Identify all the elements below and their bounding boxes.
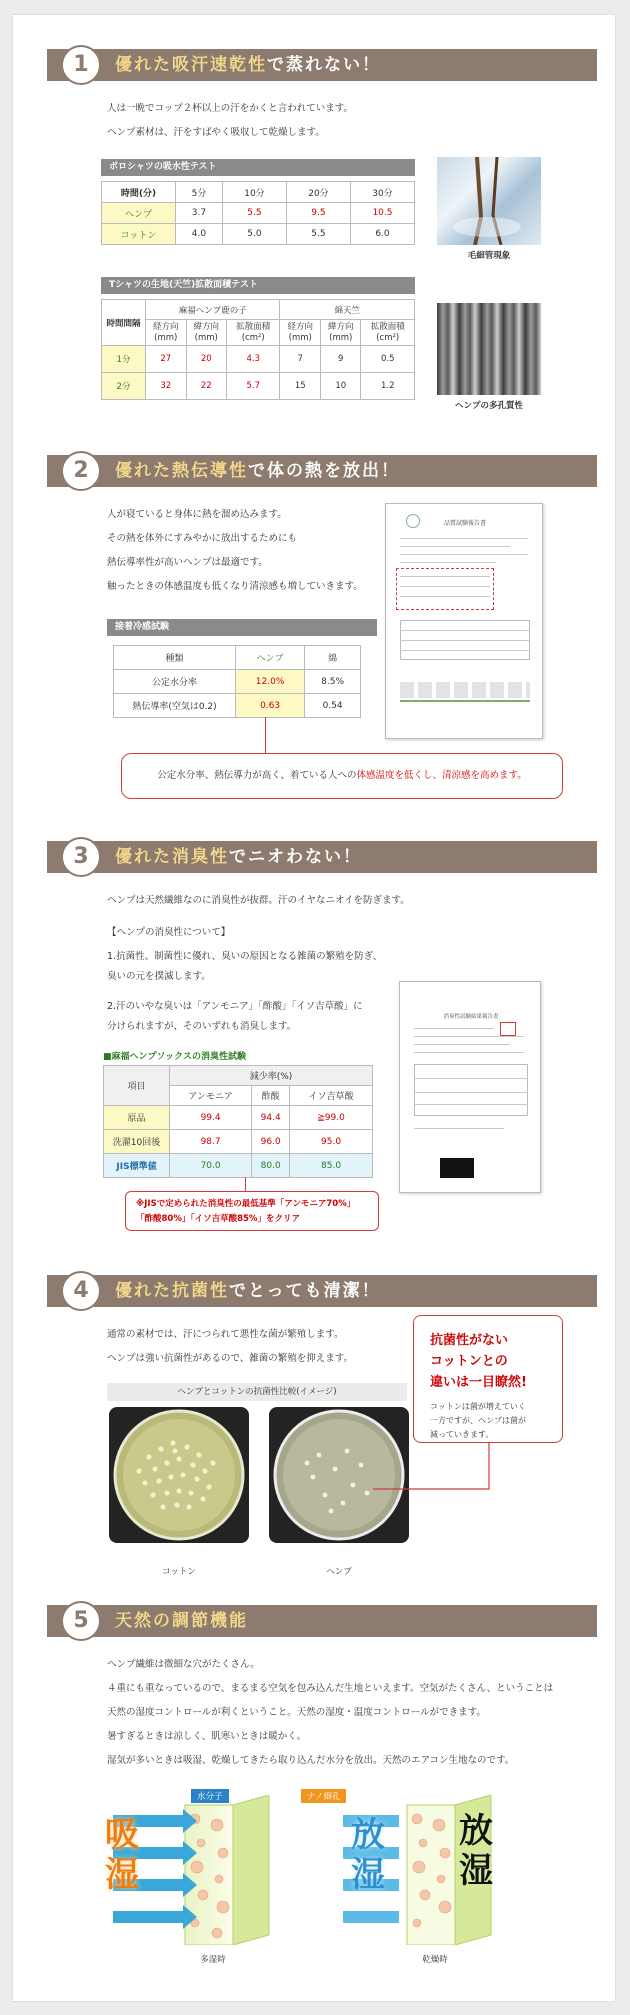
s4-line-1: 通常の素材では、汗につられて悪性な菌が繁殖します。 — [107, 1329, 344, 1340]
table-row: 公定水分率 12.0% 8.5% — [114, 670, 361, 694]
s2-line: その熱を体外にすみやかに放出するためにも — [107, 533, 298, 544]
s1-intro-1: 人は一晩でコップ２杯以上の汗をかくと言われています。 — [107, 103, 354, 114]
table-row: 原品 99.4 94.4 ≧99.0 — [104, 1106, 373, 1130]
polo-test-table — [101, 181, 415, 245]
polo-test-title: ポロシャツの吸水性テスト — [101, 159, 415, 176]
s3-intro: ヘンプは天然繊維なのに消臭性が抜群。汗のイヤなニオイを防ぎます。 — [107, 895, 410, 906]
water-molecule-label: 水分子 — [191, 1789, 229, 1803]
porous-caption: ヘンプの多孔質性 — [454, 401, 523, 411]
cooling-test-table: 種類 ヘンプ 綿 公定水分率 12.0% 8.5% 熱伝導率(空気は0.2) 0.63 0.54 — [113, 645, 361, 718]
s4-line-2: ヘンプは強い抗菌性があるので、雑菌の繁殖を抑えます。 — [107, 1353, 354, 1364]
s5-line: 天然の湿度コントロールが利くということ。天然の湿度・温度コントロールができます。 — [107, 1707, 486, 1718]
col-header: 30分 — [350, 182, 414, 203]
capillary-photo — [437, 157, 541, 245]
dry-caption: 乾燥時 — [422, 1955, 448, 1965]
section-title: 優れた消臭性でニオわない！ — [115, 847, 362, 867]
section-number: 2 — [61, 451, 101, 491]
col-header: 時間(分) — [102, 182, 176, 203]
section-title: 優れた熱伝導性で体の熱を放出！ — [115, 461, 400, 481]
section-number: 5 — [61, 1601, 101, 1641]
section-5-header — [47, 1605, 597, 1637]
s5-line: 暑すぎるときは涼しく、肌寒いときは暖かく。 — [107, 1731, 307, 1742]
cotton-caption: コットン — [162, 1567, 196, 1577]
row-label: ヘンプ — [102, 203, 176, 224]
antibacterial-compare-title: ヘンプとコットンの抗菌性比較(イメージ) — [107, 1383, 407, 1401]
col-header: 20分 — [286, 182, 350, 203]
moisture-note: 公定水分率、熱伝導力が高く、着ている人への体感温度を低くし、清涼感を高めます。 — [121, 753, 563, 799]
section-1-header — [47, 49, 597, 81]
s2-line: 触ったときの体感温度も低くなり清涼感も増していきます。 — [107, 581, 363, 592]
s3-p2b: 分けられますが、そのいずれも消臭します。 — [107, 1021, 297, 1032]
s3-p1b: 臭いの元を撲滅します。 — [107, 971, 211, 982]
section-title: 天然の調節機能 — [115, 1611, 248, 1631]
s5-line: 湿気が多いときは吸湿、乾燥してきたら取り込んだ水分を放出。天然のエアコン生地なのです。 — [107, 1755, 515, 1766]
document-title: 品質試験報告書 — [443, 520, 486, 527]
table-row: ヘンプ 3.7 5.5 9.5 10.5 — [102, 203, 415, 224]
table-row: 洗濯10回後 98.7 96.0 95.0 — [104, 1130, 373, 1154]
row-label: コットン — [102, 224, 176, 245]
hemp-caption: ヘンプ — [326, 1567, 352, 1577]
cotton-petri-photo — [109, 1407, 249, 1543]
section-4-header — [47, 1275, 597, 1307]
col-header: 10分 — [222, 182, 286, 203]
col-header: 5分 — [176, 182, 223, 203]
tshirt-test-title: Tシャツの生地(天竺)拡散面積テスト — [101, 277, 415, 294]
nano-pore-label: ナノ細孔 — [301, 1789, 346, 1803]
table-row: JIS標準値 70.0 80.0 85.0 — [104, 1154, 373, 1178]
section-number: 4 — [61, 1271, 101, 1311]
cooling-test-title: 接着冷感試験 — [107, 619, 377, 636]
table-row: 熱伝導率(空気は0.2) 0.63 0.54 — [114, 694, 361, 718]
callout-connector — [363, 1443, 503, 1495]
table-row: 1分 27 20 4.3 7 9 0.5 — [102, 346, 415, 373]
deodorant-test-title: ■麻福ヘンプソックスの消臭性試験 — [103, 1052, 246, 1062]
capillary-caption: 毛細管現象 — [467, 251, 511, 261]
section-title: 優れた吸汗速乾性で蒸れない！ — [115, 55, 381, 75]
s1-intro-2: ヘンプ素材は、汗をすばやく吸収して乾燥します。 — [107, 127, 325, 138]
note-connector — [245, 1177, 246, 1191]
thermal-report-document — [385, 503, 543, 739]
document-title: 消臭性試験結果報告書 — [443, 1014, 499, 1020]
section-number: 3 — [61, 837, 101, 877]
section-title: 優れた抗菌性でとっても清潔！ — [115, 1281, 381, 1301]
release-label-black: 放 湿 — [459, 1811, 493, 1891]
table-row: コットン 4.0 5.0 5.5 6.0 — [102, 224, 415, 245]
deodorant-report-document — [399, 981, 541, 1193]
s2-line: 人が寝ていると身体に熱を溜め込みます。 — [107, 509, 287, 520]
s3-about: 【ヘンプの消臭性について】 — [107, 927, 231, 938]
section-2-header — [47, 455, 597, 487]
s2-line: 熱伝導率性が高いヘンプは最適です。 — [107, 557, 268, 568]
s3-p1a: 1.抗菌性、制菌性に優れ、臭いの原因となる雑菌の繁殖を防ぎ、 — [107, 951, 383, 962]
section-number: 1 — [61, 45, 101, 85]
porous-photo — [437, 303, 541, 395]
absorb-label: 吸 湿 — [105, 1815, 139, 1895]
table-row: 2分 32 22 5.7 15 10 1.2 — [102, 373, 415, 400]
release-label-blue: 放 湿 — [351, 1815, 385, 1895]
s5-line: ４重にも重なっているので、まるまる空気を包み込んだ生地といえます。空気がたくさん、ということは — [107, 1683, 554, 1694]
tshirt-test-table: 時間間隔 麻福ヘンプ鹿の子 綿天竺 経方向 (mm) 緯方向 (mm) 拡散面積 (cm²) 経方向 (mm) 緯方向 (mm) 拡散面積 (cm²) 1分 27 20 4.3 7 9 0.5 2分 32 22 5.7 15 10 1.2 — [101, 299, 415, 400]
s5-line: ヘンプ繊維は微細な穴がたくさん。 — [107, 1659, 260, 1670]
antibacterial-callout: 抗菌性がない コットンとの 違いは一目瞭然! コットンは菌が増えていく 一方ですが、ヘンプは菌が 減っていきます。 — [413, 1315, 563, 1443]
section-3-header — [47, 841, 597, 873]
note-connector — [265, 717, 266, 755]
deodorant-test-table: 項目 減少率(%) アンモニア 酢酸 イソ吉草酸 原品 99.4 94.4 ≧99.0 洗濯10回後 98.7 96.0 95.0 JIS標準値 70.0 80.0 85.0 — [103, 1065, 373, 1178]
jis-note: ※JISで定められた消臭性の最低基準「アンモニア70%」 「酢酸80%」「イソ吉草酸85%」をクリア — [125, 1191, 379, 1231]
page — [12, 14, 616, 2002]
humid-caption: 多湿時 — [200, 1955, 226, 1965]
s3-p2a: 2.汗のいやな臭いは「アンモニア」「酢酸」「イソ吉草酸」に — [107, 1001, 363, 1012]
